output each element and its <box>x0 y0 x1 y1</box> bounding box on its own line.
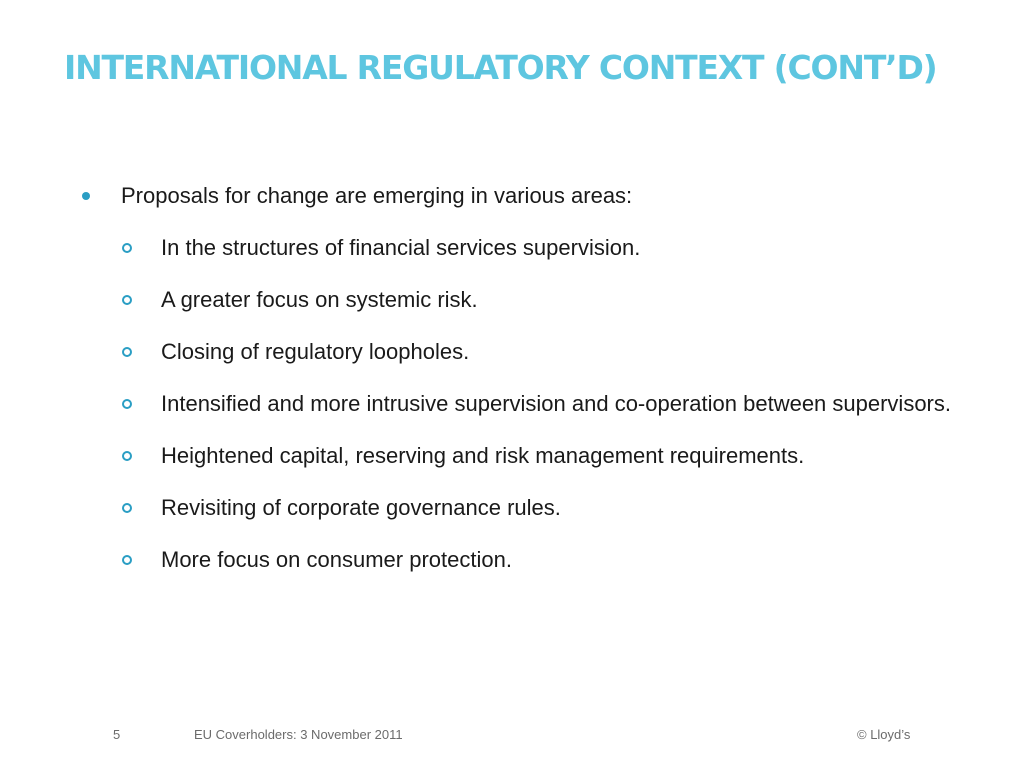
sub-bullet-text: Intensified and more intrusive supervision and co-operation between supervisors. <box>161 391 951 416</box>
sub-bullet-text: Revisiting of corporate governance rules. <box>161 495 561 520</box>
filled-bullet-icon <box>82 192 90 200</box>
ring-bullet-icon <box>122 347 132 357</box>
footer-event-text: EU Coverholders: 3 November 2011 <box>194 727 403 742</box>
slide-title: INTERNATIONAL REGULATORY CONTEXT (CONT’D) <box>64 48 937 87</box>
main-bullet-item <box>80 180 960 212</box>
footer-page-number: 5 <box>113 727 121 742</box>
ring-bullet-icon <box>122 243 132 253</box>
footer-copyright: © Lloyd’s <box>857 727 911 742</box>
sub-bullet-text: Heightened capital, reserving and risk management requirements. <box>161 443 805 468</box>
sub-bullet-item <box>80 336 960 368</box>
sub-bullet-text: Closing of regulatory loopholes. <box>161 339 470 364</box>
sub-bullet-item <box>80 232 960 264</box>
ring-bullet-icon <box>122 399 132 409</box>
sub-bullet-text: In the structures of financial services supervision. <box>161 235 641 260</box>
sub-bullet-text: More focus on consumer protection. <box>161 547 512 572</box>
sub-bullet-item <box>80 544 960 576</box>
sub-bullet-item <box>80 492 960 524</box>
slide-content <box>80 180 960 596</box>
sub-bullet-item <box>80 284 960 316</box>
ring-bullet-icon <box>122 451 132 461</box>
sub-bullet-item <box>80 388 960 420</box>
ring-bullet-icon <box>122 503 132 513</box>
ring-bullet-icon <box>122 555 132 565</box>
sub-bullet-list <box>80 232 960 576</box>
ring-bullet-icon <box>122 295 132 305</box>
main-bullet-text: Proposals for change are emerging in various areas: <box>121 183 633 208</box>
sub-bullet-item <box>80 440 960 472</box>
sub-bullet-text: A greater focus on systemic risk. <box>161 287 478 312</box>
